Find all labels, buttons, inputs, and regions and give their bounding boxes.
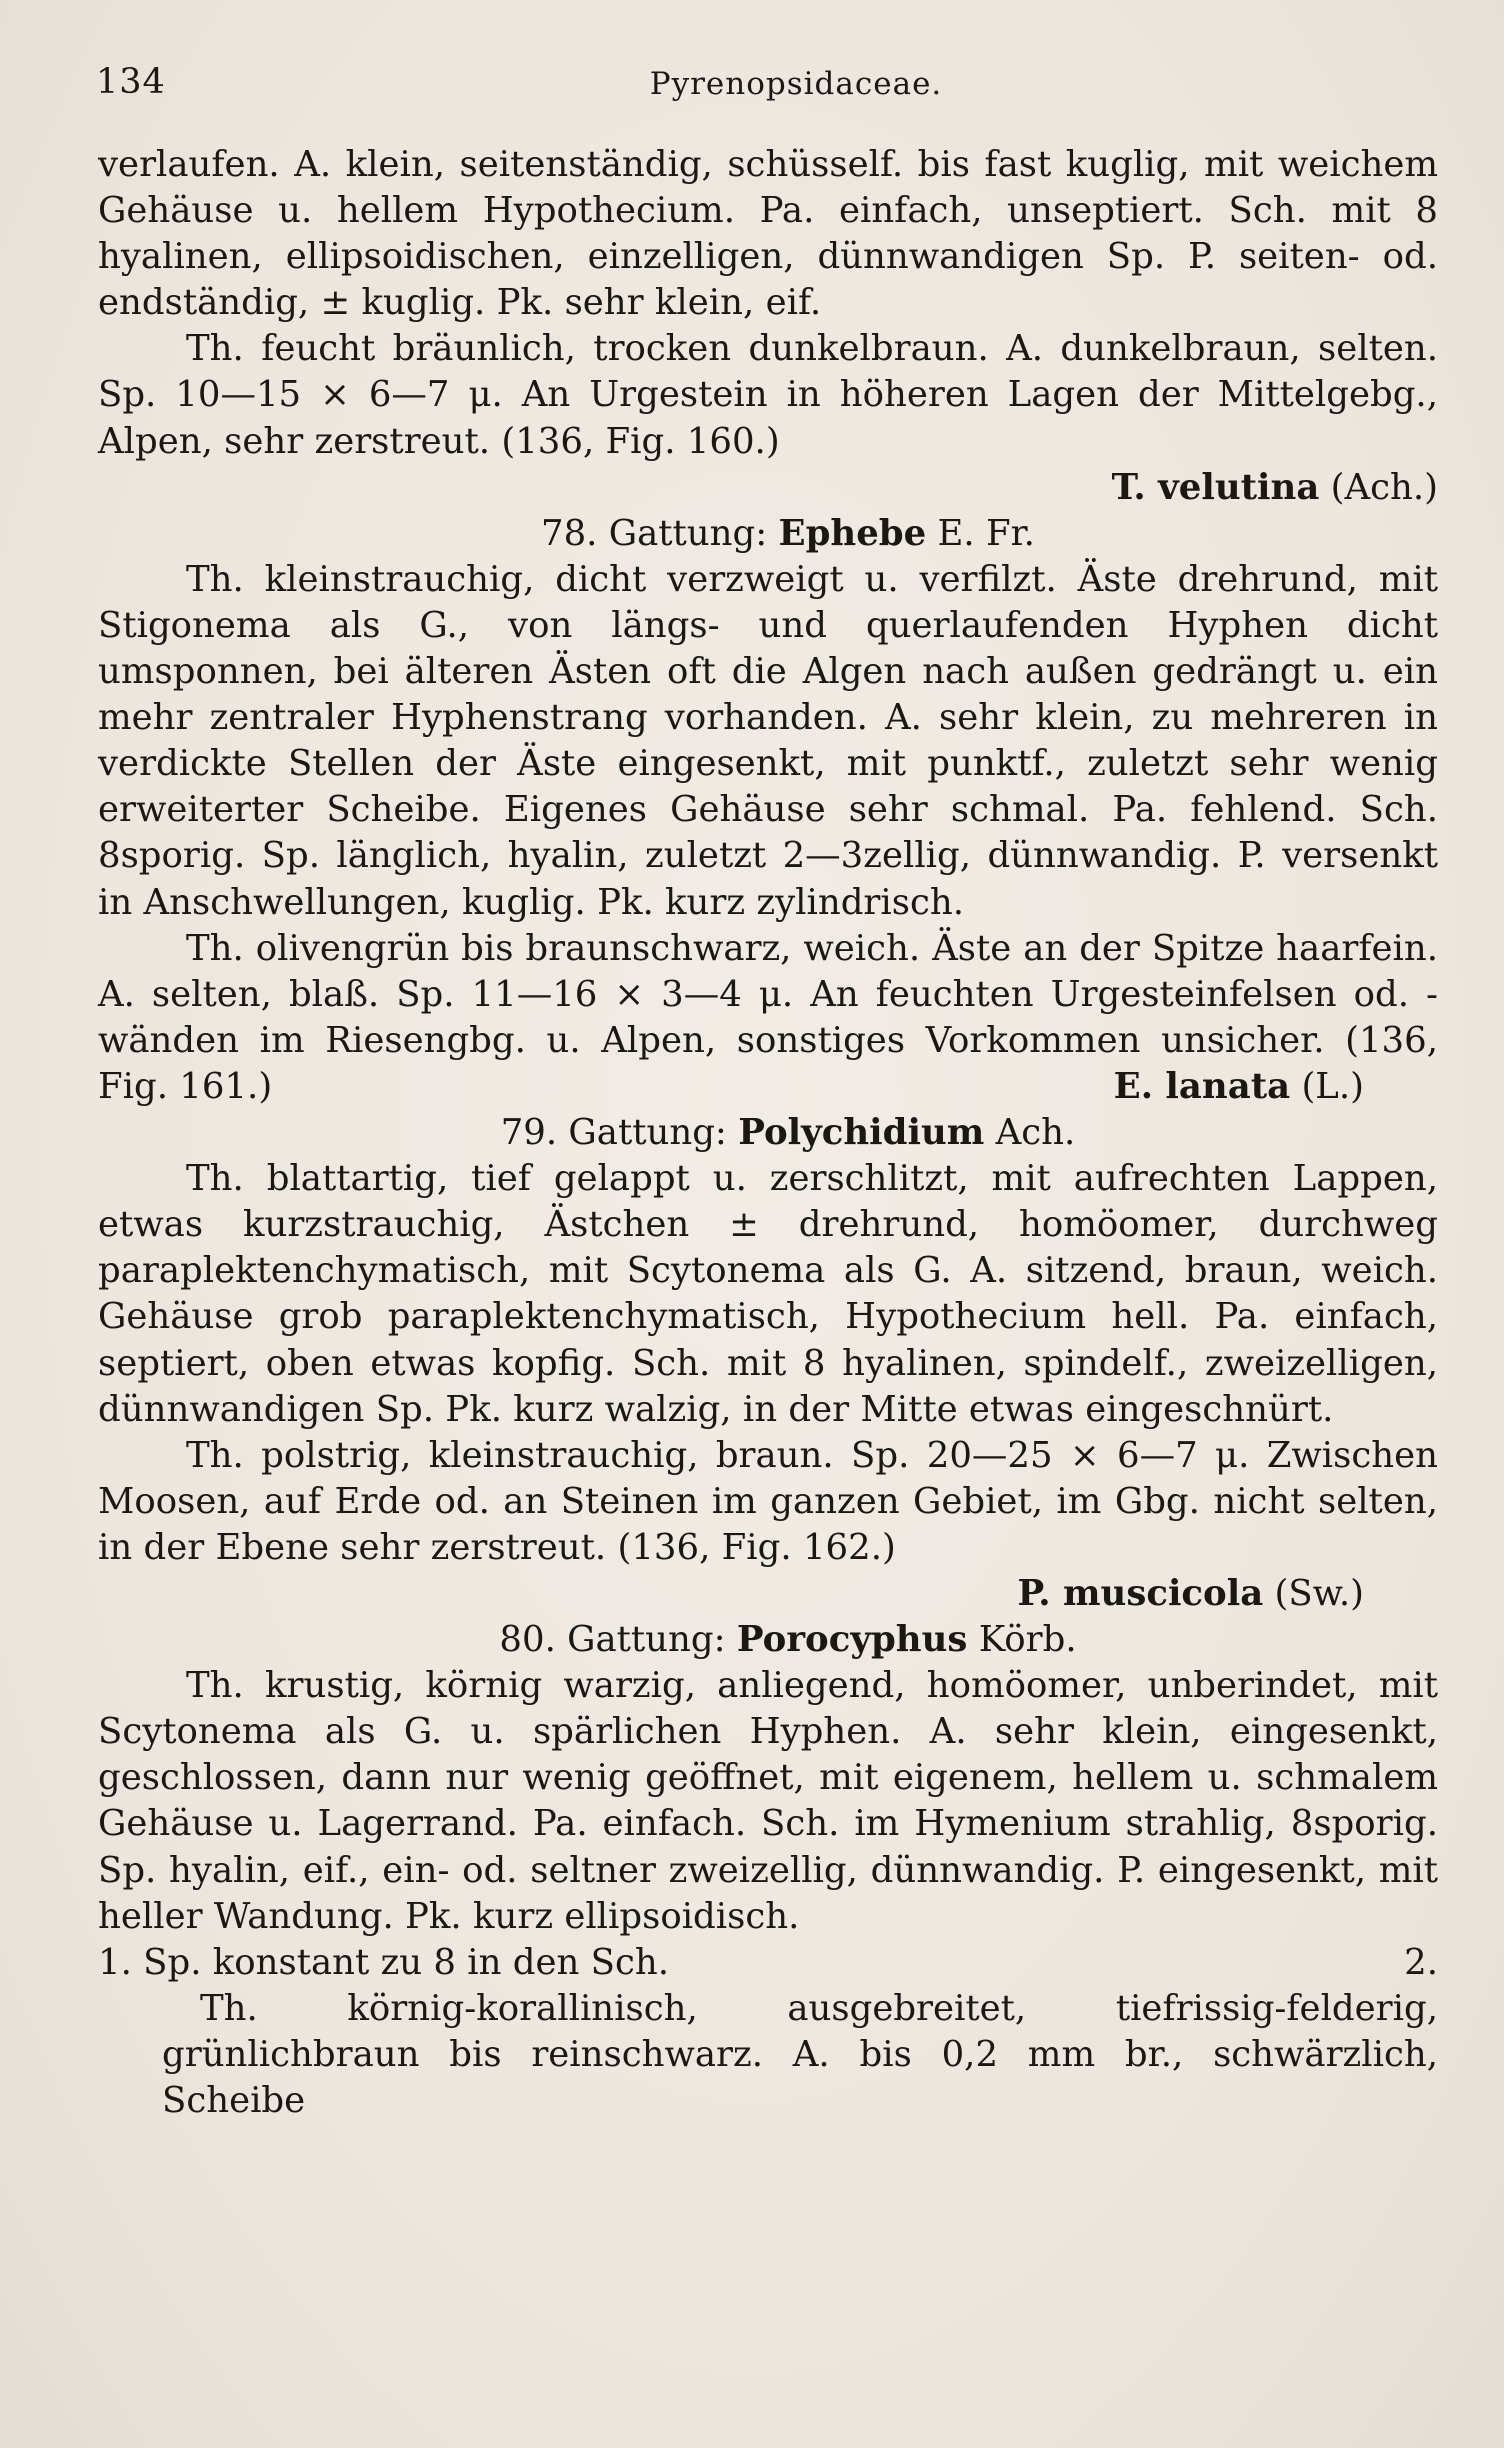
genus-name: Porocyphus: [736, 1619, 968, 1661]
paragraph-porocyphus-description: Th. krustig, körnig warzig, anliegend, homöomer, unberindet, mit Scytonema als G. u. spärlichen Hyphen. A. sehr klein, eingesenkt, geschlossen, dann nur wenig geöffnet, mit eigenem, hellem u. schmalem Gehäuse u. Lagerrand. Pa. einfach. Sch. im Hymenium strahlig, 8sporig. Sp. hyalin, eif., ein- od. seltner zweizellig, dünnwandig. P. eingesenkt, mit heller Wandung. Pk. kurz ellipsoidisch.: [98, 1665, 1438, 1937]
genus-number: 80. Gattung:: [499, 1619, 726, 1661]
genus-author: Körb.: [978, 1619, 1077, 1661]
genus-name: Polychidium: [738, 1112, 985, 1154]
species-line-muscicola: [98, 1571, 1438, 1617]
paragraph-polychidium-description: Th. blattartig, tief gelappt u. zerschlitzt, mit aufrechten Lappen, etwas kurzstrauchig, Ästchen ± drehrund, homöomer, durchweg paraplektenchymatisch, mit Scytonema als G. A. sitzend, braun, weich. Gehäuse grob paraplektenchymatisch, Hypothecium hell. Pa. einfach, septiert, oben etwas kopfig. Sch. mit 8 hyalinen, spindelf., zweizelligen, dünnwandigen Sp. Pk. kurz walzig, in der Mitte etwas eingeschnürt.: [98, 1158, 1438, 1430]
species-name: T. velutina: [1111, 466, 1320, 508]
paragraph-ephebe-description: Th. kleinstrauchig, dicht verzweigt u. verfilzt. Äste drehrund, mit Stigonema als G., von längs- und querlaufenden Hyphen dicht umsponnen, bei älteren Ästen oft die Algen nach außen gedrängt u. ein mehr zentraler Hyphenstrang vorhanden. A. sehr klein, zu mehreren in verdickte Stellen der Äste eingesenkt, mit punktf., zuletzt sehr wenig erweiterter Scheibe. Eigenes Gehäuse sehr schmal. Pa. fehlend. Sch. 8sporig. Sp. länglich, hyalin, zuletzt 2—3zellig, dünnwandig. P. versenkt in Anschwellungen, kuglig. Pk. kurz zylindrisch.: [98, 558, 1438, 923]
key-continuation: Th. körnig-korallinisch, ausgebreitet, tiefrissig-felderig, grünlichbraun bis reinschwarz. A. bis 0,2 mm br., schwärzlich, Scheibe: [162, 1987, 1438, 2122]
species-name: E. lanata: [1113, 1065, 1291, 1107]
genus-heading-79: [98, 1110, 1438, 1156]
paragraph-polychidium-species: Th. polstrig, kleinstrauchig, braun. Sp. 20—25 × 6—7 μ. Zwischen Moosen, auf Erde od. an Steinen im ganzen Gebiet, im Gbg. nicht selten, in der Ebene sehr zerstreut. (136, Fig. 162.): [98, 1434, 1438, 1568]
key-line-1: [98, 1940, 1438, 1986]
genus-heading-78: [98, 511, 1438, 557]
genus-name: Ephebe: [778, 512, 927, 554]
genus-author: Ach.: [995, 1112, 1076, 1154]
species-line-velutina: [98, 465, 1438, 511]
species-author: (Sw.): [1274, 1573, 1364, 1614]
paragraph-thyrea-species: Th. feucht bräunlich, trocken dunkelbraun. A. dunkelbraun, selten. Sp. 10—15 × 6—7 μ. An Urgestein in höheren Lagen der Mittelgebg., Alpen, sehr zerstreut. (136, Fig. 160.): [98, 328, 1438, 462]
paragraph-ephebe-species: Th. olivengrün bis braunschwarz, weich. Äste an der Spitze haarfein. A. selten, blaß. Sp. 11—16 × 3—4 μ. An feuchten Urgesteinfelsen od. -wänden im Riesengbg. u. Alpen, sonstiges Vorkommen unsicher. (136, Fig. 161.): [98, 927, 1438, 1107]
species-author: (Ach.): [1330, 466, 1438, 508]
genus-number: 78. Gattung:: [541, 512, 768, 554]
running-title: Pyrenopsidaceae.: [649, 66, 943, 102]
species-author: (L.): [1301, 1065, 1364, 1107]
paragraph-thyrea-description: verlaufen. A. klein, seitenständig, schüsself. bis fast kuglig, mit weichem Gehäuse u. hellem Hypothecium. Pa. einfach, unseptiert. Sch. mit 8 hyalinen, ellipsoidischen, einzelligen, dünnwandigen Sp. P. seiten- od. endständig, ± kuglig. Pk. sehr klein, eif.: [98, 144, 1438, 324]
genus-heading-80: [98, 1617, 1438, 1663]
genus-author: E. Fr.: [937, 512, 1035, 554]
genus-number: 79. Gattung:: [500, 1112, 727, 1154]
page-number: 134: [96, 62, 166, 102]
species-line-lanata: [98, 1064, 1438, 1110]
species-name: P. muscicola: [1017, 1573, 1264, 1614]
key-reference: 2.: [1404, 1941, 1438, 1983]
page-body: [98, 142, 1438, 2124]
key-text: 1. Sp. konstant zu 8 in den Sch.: [98, 1941, 670, 1983]
page-header: [96, 62, 1436, 112]
